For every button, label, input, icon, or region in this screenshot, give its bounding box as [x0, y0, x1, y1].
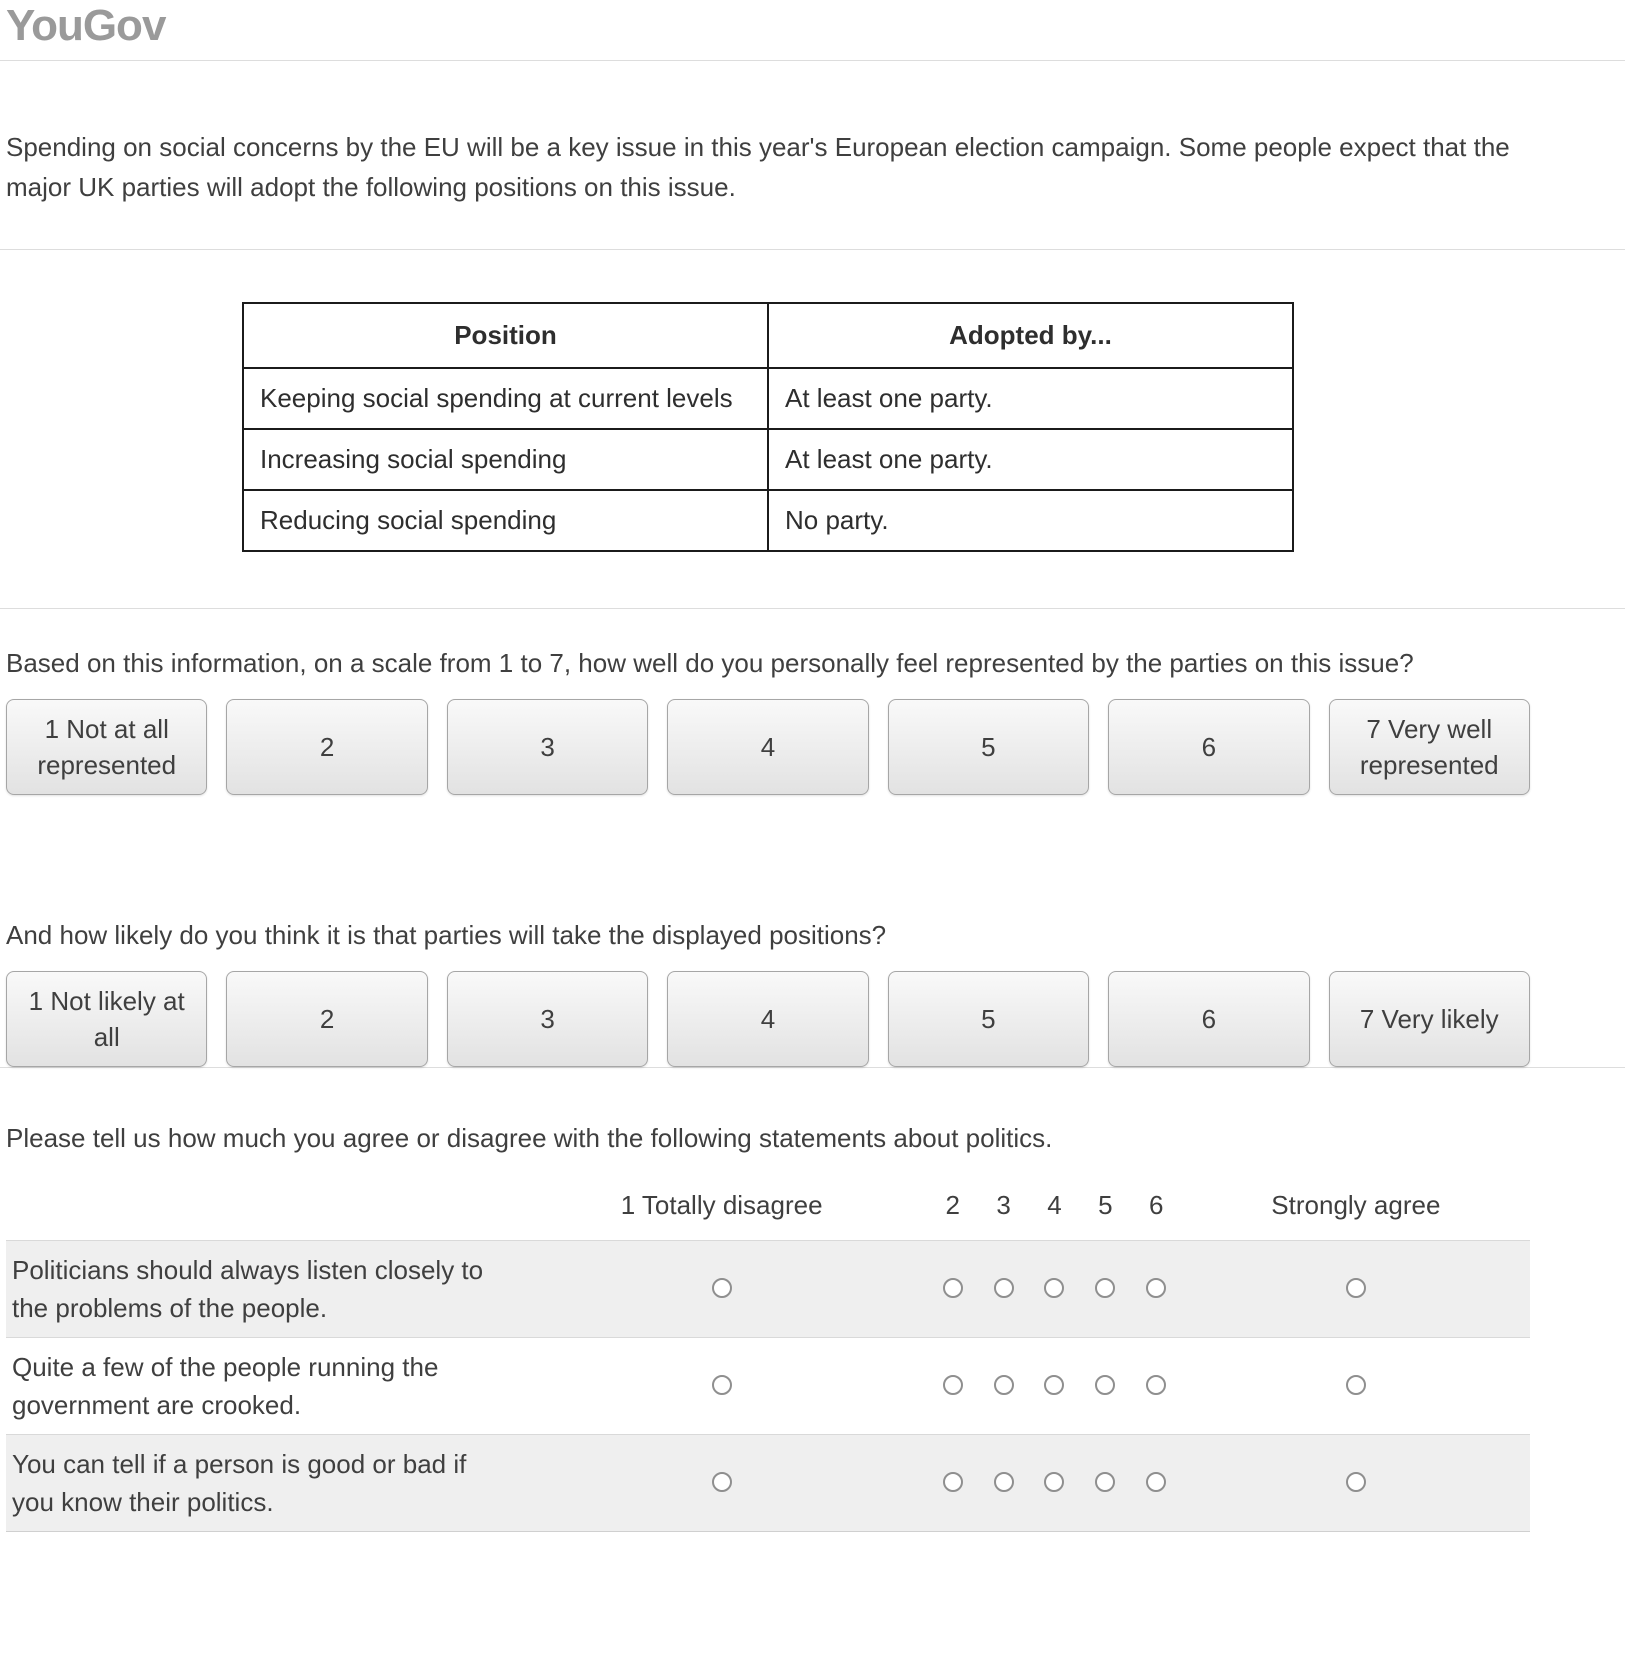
representation-scale-button-1[interactable]: 1 Not at all represented	[6, 699, 207, 795]
position-cell: Keeping social spending at current levels	[243, 368, 768, 429]
matrix-radio[interactable]	[1346, 1375, 1366, 1395]
adopted-by-cell: At least one party.	[768, 368, 1293, 429]
matrix-scale-header: 6	[1149, 1190, 1164, 1221]
page-header	[0, 0, 1625, 60]
yougov-logo: YouGov	[6, 1, 166, 50]
matrix-radio[interactable]	[1146, 1472, 1166, 1492]
matrix-row	[6, 1435, 1530, 1532]
likelihood-scale-button-1[interactable]: 1 Not likely at all	[6, 971, 207, 1067]
matrix-radio[interactable]	[943, 1472, 963, 1492]
representation-scale-button-2[interactable]: 2	[226, 699, 427, 795]
divider	[0, 608, 1625, 609]
positions-table-header-adopted-by: Adopted by...	[768, 303, 1293, 368]
likelihood-question: And how likely do you think it is that parties will take the displayed positions?	[6, 920, 887, 951]
positions-table-header-row	[243, 303, 1293, 368]
matrix-radio[interactable]	[1044, 1472, 1064, 1492]
likelihood-scale-button-7[interactable]: 7 Very likely	[1329, 971, 1530, 1067]
matrix-radio[interactable]	[943, 1375, 963, 1395]
matrix-radio[interactable]	[1095, 1472, 1115, 1492]
likelihood-scale-button-5[interactable]: 5	[888, 971, 1089, 1067]
matrix-radio[interactable]	[712, 1472, 732, 1492]
matrix-scale-header: 3	[996, 1190, 1011, 1221]
matrix-scale-header: 2	[945, 1190, 960, 1221]
representation-question: Based on this information, on a scale from 1 to 7, how well do you personally feel represented by the parties on this issue?	[6, 648, 1414, 679]
adopted-by-cell: At least one party.	[768, 429, 1293, 490]
matrix-radio[interactable]	[1044, 1375, 1064, 1395]
survey-intro-text: Spending on social concerns by the EU will be a key issue in this year's European election campaign. Some people expect that the major UK parties will adopt the following positions on this issue.	[6, 132, 1510, 203]
positions-table-header-position: Position	[243, 303, 768, 368]
matrix-radio[interactable]	[994, 1278, 1014, 1298]
matrix-radio[interactable]	[994, 1472, 1014, 1492]
matrix-radio[interactable]	[1146, 1278, 1166, 1298]
table-row	[243, 490, 1293, 551]
representation-scale	[6, 699, 1530, 795]
matrix-radio[interactable]	[1346, 1472, 1366, 1492]
likelihood-scale-button-4[interactable]: 4	[667, 971, 868, 1067]
position-cell: Increasing social spending	[243, 429, 768, 490]
likelihood-scale-button-2[interactable]: 2	[226, 971, 427, 1067]
matrix-row	[6, 1241, 1530, 1338]
matrix-radio[interactable]	[1346, 1278, 1366, 1298]
representation-scale-button-7[interactable]: 7 Very well represented	[1329, 699, 1530, 795]
table-row	[243, 429, 1293, 490]
divider	[0, 60, 1625, 61]
matrix-radio[interactable]	[712, 1375, 732, 1395]
matrix-statement: You can tell if a person is good or bad if you know their politics.	[12, 1449, 467, 1518]
representation-scale-button-4[interactable]: 4	[667, 699, 868, 795]
matrix-radio[interactable]	[943, 1278, 963, 1298]
matrix-radio[interactable]	[1095, 1375, 1115, 1395]
adopted-by-cell: No party.	[768, 490, 1293, 551]
likelihood-scale-button-3[interactable]: 3	[447, 971, 648, 1067]
matrix-scale-header: 4	[1047, 1190, 1062, 1221]
matrix-scale-header: Strongly agree	[1271, 1190, 1441, 1221]
divider	[0, 249, 1625, 250]
representation-scale-button-5[interactable]: 5	[888, 699, 1089, 795]
positions-table	[242, 302, 1294, 552]
matrix-statement: Quite a few of the people running the government are crooked.	[12, 1352, 439, 1421]
representation-scale-button-6[interactable]: 6	[1108, 699, 1309, 795]
matrix-radio[interactable]	[994, 1375, 1014, 1395]
matrix-header-row	[6, 1178, 1530, 1241]
agreement-question: Please tell us how much you agree or disagree with the following statements about politics.	[6, 1123, 1053, 1154]
matrix-radio[interactable]	[1095, 1278, 1115, 1298]
position-cell: Reducing social spending	[243, 490, 768, 551]
matrix-statement: Politicians should always listen closely to the problems of the people.	[12, 1255, 484, 1324]
table-row	[243, 368, 1293, 429]
agreement-matrix	[6, 1178, 1530, 1532]
representation-scale-button-3[interactable]: 3	[447, 699, 648, 795]
likelihood-scale	[6, 971, 1530, 1067]
matrix-radio[interactable]	[1146, 1375, 1166, 1395]
matrix-corner-cell	[6, 1178, 516, 1241]
matrix-radio[interactable]	[712, 1278, 732, 1298]
divider	[0, 1067, 1625, 1068]
matrix-scale-header: 5	[1098, 1190, 1113, 1221]
matrix-row	[6, 1338, 1530, 1435]
matrix-scale-header: 1 Totally disagree	[620, 1190, 823, 1221]
matrix-radio[interactable]	[1044, 1278, 1064, 1298]
likelihood-scale-button-6[interactable]: 6	[1108, 971, 1309, 1067]
